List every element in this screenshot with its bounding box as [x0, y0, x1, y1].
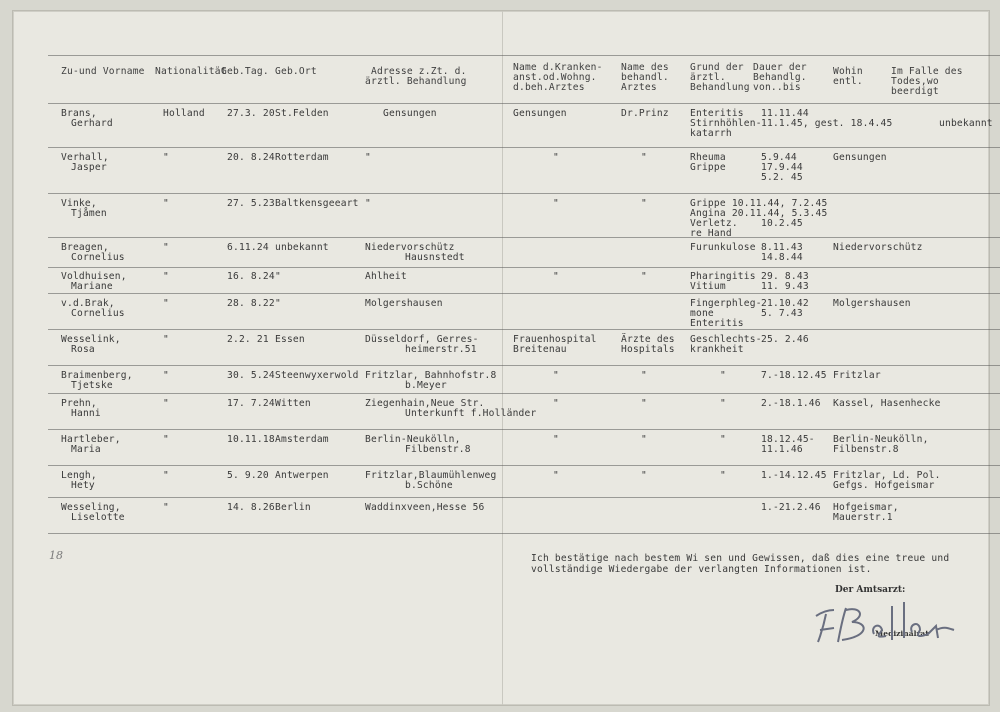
doctor-cell: " — [641, 152, 647, 163]
table-rule — [48, 365, 1000, 366]
surname-cell: Prehn, — [61, 398, 97, 409]
header-address-1: Adresse z.Zt. d. — [371, 66, 467, 77]
birthdate-cell: 27. 5.23 — [227, 198, 275, 209]
discharged-cell: Niedervorschütz — [833, 242, 923, 253]
birthdate-cell: 16. 8.24 — [227, 271, 275, 282]
doctor-cell: " — [641, 434, 647, 445]
address-cell: Ziegenhain,Neue Str. — [365, 398, 485, 409]
reason-cell-2: krankheit — [690, 344, 744, 355]
stamp-subtitle: Medizinalrat — [875, 629, 929, 638]
page-fold — [502, 11, 503, 705]
address-cell: Fritzlar,Blaumühlenweg — [365, 470, 497, 481]
discharged-cell: Kassel, Hasenhecke — [833, 398, 941, 409]
hospital-cell: Frauenhospital — [513, 334, 597, 345]
birthdate-cell: 20. 8.24 — [227, 152, 275, 163]
hospital-cell: Gensungen — [513, 108, 567, 119]
birthdate-cell: 30. 5.24 — [227, 370, 275, 381]
doctor-cell: " — [641, 398, 647, 409]
address-cell: Waddinxveen,Hesse 56 — [365, 502, 485, 513]
reason-cell: Rheuma — [690, 152, 726, 163]
given-name-cell: Cornelius — [71, 252, 125, 263]
nationality-cell: " — [163, 152, 169, 163]
duration-cell-2: 5. 7.43 — [761, 308, 803, 319]
nationality-cell: " — [163, 198, 169, 209]
reason-cell: " — [720, 398, 726, 409]
duration-cell: 21.10.42 — [761, 298, 809, 309]
reason-cell: Pharingitis — [690, 271, 756, 282]
address-cell: Berlin-Neukölln, — [365, 434, 461, 445]
address-cell-2: Hausnstedt — [405, 252, 465, 263]
birthplace-cell: " — [275, 271, 281, 282]
birthdate-cell: 2.2. 21 — [227, 334, 269, 345]
header-doctor-1: Name des — [621, 62, 669, 73]
table-rule — [48, 429, 1000, 430]
discharged-cell-2: Mauerstr.1 — [833, 512, 893, 523]
doctor-cell: " — [641, 271, 647, 282]
nationality-cell: Holland — [163, 108, 205, 119]
header-address-2: ärztl. Behandlung — [365, 76, 467, 87]
header-discharged-2: entl. — [833, 76, 863, 87]
surname-cell: Lengh, — [61, 470, 97, 481]
duration-cell: 11.11.44 — [761, 108, 809, 119]
duration-cell-2: 14.8.44 — [761, 252, 803, 263]
header-birthplace: Geb.Ort — [275, 66, 317, 77]
address-cell: Ahlheit — [365, 271, 407, 282]
duration-cell-2: 11.1.46 — [761, 444, 803, 455]
reason-cell-2: Stirnhöhlen- — [690, 118, 762, 129]
duration-cell-2: 11. 9.43 — [761, 281, 809, 292]
birthdate-cell: 27.3. 20 — [227, 108, 275, 119]
address-cell: Düsseldorf, Gerres- — [365, 334, 479, 345]
address-cell: Niedervorschütz — [365, 242, 455, 253]
birthplace-cell: Witten — [275, 398, 311, 409]
given-name-cell: Mariane — [71, 281, 113, 292]
address-cell: " — [365, 152, 371, 163]
header-death-2: Todes,wo — [891, 76, 939, 87]
nationality-cell: " — [163, 398, 169, 409]
hospital-cell: " — [553, 198, 559, 209]
given-name-cell: Hanni — [71, 408, 101, 419]
given-name-cell: Gerhard — [71, 118, 113, 129]
nationality-cell: " — [163, 271, 169, 282]
given-name-cell: Hety — [71, 480, 95, 491]
nationality-cell: " — [163, 502, 169, 513]
table-rule — [48, 237, 1000, 238]
reason-cell: Grippe 10.11.44, 7.2.45 — [690, 198, 828, 209]
header-name: Zu-und Vorname — [61, 66, 145, 77]
birthplace-cell: Baltkensgeeart — [275, 198, 359, 209]
table-rule — [48, 193, 1000, 194]
given-name-cell: Tjåmen — [71, 208, 107, 219]
duration-cell: 1.-14.12.45 — [761, 470, 827, 481]
reason-cell-2: Grippe — [690, 162, 726, 173]
table-rule — [48, 393, 1000, 394]
duration-cell: 18.12.45- — [761, 434, 815, 445]
duration-cell-3: 5.2. 45 — [761, 172, 803, 183]
surname-cell: Wesseling, — [61, 502, 121, 513]
hospital-cell: " — [553, 398, 559, 409]
address-cell: Fritzlar, Bahnhofstr.8 — [365, 370, 497, 381]
hospital-cell: " — [553, 152, 559, 163]
table-rule — [48, 55, 1000, 56]
header-hospital-1: Name d.Kranken- — [513, 62, 603, 73]
reason-cell-2: mone — [690, 308, 714, 319]
discharged-cell: Fritzlar, Ld. Pol. — [833, 470, 941, 481]
surname-cell: v.d.Brak, — [61, 298, 115, 309]
hospital-cell: " — [553, 271, 559, 282]
table-rule — [48, 293, 1000, 294]
address-cell-2: b.Schöne — [405, 480, 453, 491]
discharged-cell: Hofgeismar, — [833, 502, 899, 513]
doctor-cell: " — [641, 470, 647, 481]
reason-cell: " — [720, 434, 726, 445]
reason-cell-3: Enteritis — [690, 318, 744, 329]
reason-cell-3: katarrh — [690, 128, 732, 139]
header-doctor-3: Arztes — [621, 82, 657, 93]
table-rule — [48, 103, 1000, 104]
table-rule — [48, 497, 1000, 498]
duration-cell: 7.-18.12.45 — [761, 370, 827, 381]
reason-cell-2: Vitium — [690, 281, 726, 292]
header-duration-2: Behandlg. — [753, 72, 807, 83]
birthdate-cell: 5. 9.20 — [227, 470, 269, 481]
header-nationality: Nationalität — [155, 66, 227, 77]
given-name-cell: Jasper — [71, 162, 107, 173]
address-cell: Gensungen — [383, 108, 437, 119]
discharged-cell: Molgershausen — [833, 298, 911, 309]
birthplace-cell: St.Felden — [275, 108, 329, 119]
nationality-cell: " — [163, 434, 169, 445]
reason-cell: Enteritis — [690, 108, 744, 119]
header-birthdate: Geb.Tag. — [221, 66, 269, 77]
certification-line-1: Ich bestätige nach bestem Wi sen und Gewissen, daß dies eine treue und — [531, 553, 950, 564]
pencil-mark: 18 — [49, 549, 63, 562]
given-name-cell: Rosa — [71, 344, 95, 355]
duration-cell-2: 11.1.45, gest. 18.4.45 — [761, 118, 893, 129]
discharged-cell-2: Gefgs. Hofgeismar — [833, 480, 935, 491]
table-rule — [48, 533, 1000, 534]
header-death-3: beerdigt — [891, 86, 939, 97]
duration-cell: 1.-21.2.46 — [761, 502, 821, 513]
surname-cell: Hartleber, — [61, 434, 121, 445]
birthdate-cell: 6.11.24 — [227, 242, 269, 253]
discharged-cell: Fritzlar — [833, 370, 881, 381]
reason-cell: Geschlechts- — [690, 334, 762, 345]
header-reason-1: Grund der — [690, 62, 744, 73]
address-cell-2: Unterkunft f.Holländer — [405, 408, 537, 419]
nationality-cell: " — [163, 242, 169, 253]
header-doctor-2: behandl. — [621, 72, 669, 83]
surname-cell: Voldhuisen, — [61, 271, 127, 282]
duration-cell: 5.9.44 — [761, 152, 797, 163]
header-death-1: Im Falle des — [891, 66, 963, 77]
birthdate-cell: 17. 7.24 — [227, 398, 275, 409]
birthplace-cell: Steenwyxerwold — [275, 370, 359, 381]
duration-cell: 8.11.43 — [761, 242, 803, 253]
hospital-cell: " — [553, 470, 559, 481]
nationality-cell: " — [163, 298, 169, 309]
header-duration-3: von..bis — [753, 82, 801, 93]
reason-cell: Furunkulose — [690, 242, 756, 253]
hospital-cell: " — [553, 370, 559, 381]
stamp-title: Der Amtsarzt: — [835, 585, 906, 595]
surname-cell: Brans, — [61, 108, 97, 119]
header-duration-1: Dauer der — [753, 62, 807, 73]
birthdate-cell: 14. 8.26 — [227, 502, 275, 513]
nationality-cell: " — [163, 370, 169, 381]
doctor-cell: Ärzte des — [621, 334, 675, 345]
birthplace-cell: Rotterdam — [275, 152, 329, 163]
reason-cell: Fingerphleg- — [690, 298, 762, 309]
surname-cell: Vinke, — [61, 198, 97, 209]
discharged-cell: Gensungen — [833, 152, 887, 163]
surname-cell: Breagen, — [61, 242, 109, 253]
reason-cell-3: Verletz. — [690, 218, 738, 229]
duration-cell-3: 10.2.45 — [761, 218, 803, 229]
doctor-cell: " — [641, 198, 647, 209]
header-hospital-2: anst.od.Wohng. — [513, 72, 597, 83]
table-rule — [48, 329, 1000, 330]
surname-cell: Braimenberg, — [61, 370, 133, 381]
discharged-cell: Berlin-Neukölln, — [833, 434, 929, 445]
nationality-cell: " — [163, 470, 169, 481]
discharged-cell-2: Filbenstr.8 — [833, 444, 899, 455]
doctor-cell-2: Hospitals — [621, 344, 675, 355]
duration-cell-2: 17.9.44 — [761, 162, 803, 173]
given-name-cell: Maria — [71, 444, 101, 455]
header-hospital-3: d.beh.Arztes — [513, 82, 585, 93]
table-rule — [48, 465, 1000, 466]
reason-cell-4: re Hand — [690, 228, 732, 239]
document-sheet — [12, 10, 993, 706]
birthplace-cell: Antwerpen — [275, 470, 329, 481]
address-cell: Molgershausen — [365, 298, 443, 309]
nationality-cell: " — [163, 334, 169, 345]
surname-cell: Verhall, — [61, 152, 109, 163]
duration-cell: 25. 2.46 — [761, 334, 809, 345]
table-rule — [48, 147, 1000, 148]
table-rule — [48, 267, 1000, 268]
reason-cell: " — [720, 370, 726, 381]
birthdate-cell: 10.11.18 — [227, 434, 275, 445]
surname-cell: Wesselink, — [61, 334, 121, 345]
reason-cell-2: Angina 20.11.44, 5.3.45 — [690, 208, 828, 219]
duration-cell: 2.-18.1.46 — [761, 398, 821, 409]
header-discharged-1: Wohin — [833, 66, 863, 77]
address-cell: " — [365, 198, 371, 209]
address-cell-2: heimerstr.51 — [405, 344, 477, 355]
doctor-cell: Dr.Prinz — [621, 108, 669, 119]
death-cell: unbekannt — [939, 118, 993, 129]
birthplace-cell: " — [275, 298, 281, 309]
hospital-cell: " — [553, 434, 559, 445]
address-cell-2: Filbenstr.8 — [405, 444, 471, 455]
reason-cell: " — [720, 470, 726, 481]
address-cell-2: b.Meyer — [405, 380, 447, 391]
certification-line-2: vollständige Wiedergabe der verlangten Informationen ist. — [531, 564, 872, 575]
birthplace-cell: Amsterdam — [275, 434, 329, 445]
birthplace-cell: Berlin — [275, 502, 311, 513]
hospital-cell-2: Breitenau — [513, 344, 567, 355]
birthplace-cell: Essen — [275, 334, 305, 345]
signature-image — [808, 586, 983, 656]
given-name-cell: Liselotte — [71, 512, 125, 523]
given-name-cell: Tjetske — [71, 380, 113, 391]
duration-cell: 29. 8.43 — [761, 271, 809, 282]
doctor-cell: " — [641, 370, 647, 381]
header-reason-3: Behandlung — [690, 82, 750, 93]
given-name-cell: Cornelius — [71, 308, 125, 319]
birthplace-cell: unbekannt — [275, 242, 329, 253]
header-reason-2: ärztl. — [690, 72, 726, 83]
birthdate-cell: 28. 8.22 — [227, 298, 275, 309]
